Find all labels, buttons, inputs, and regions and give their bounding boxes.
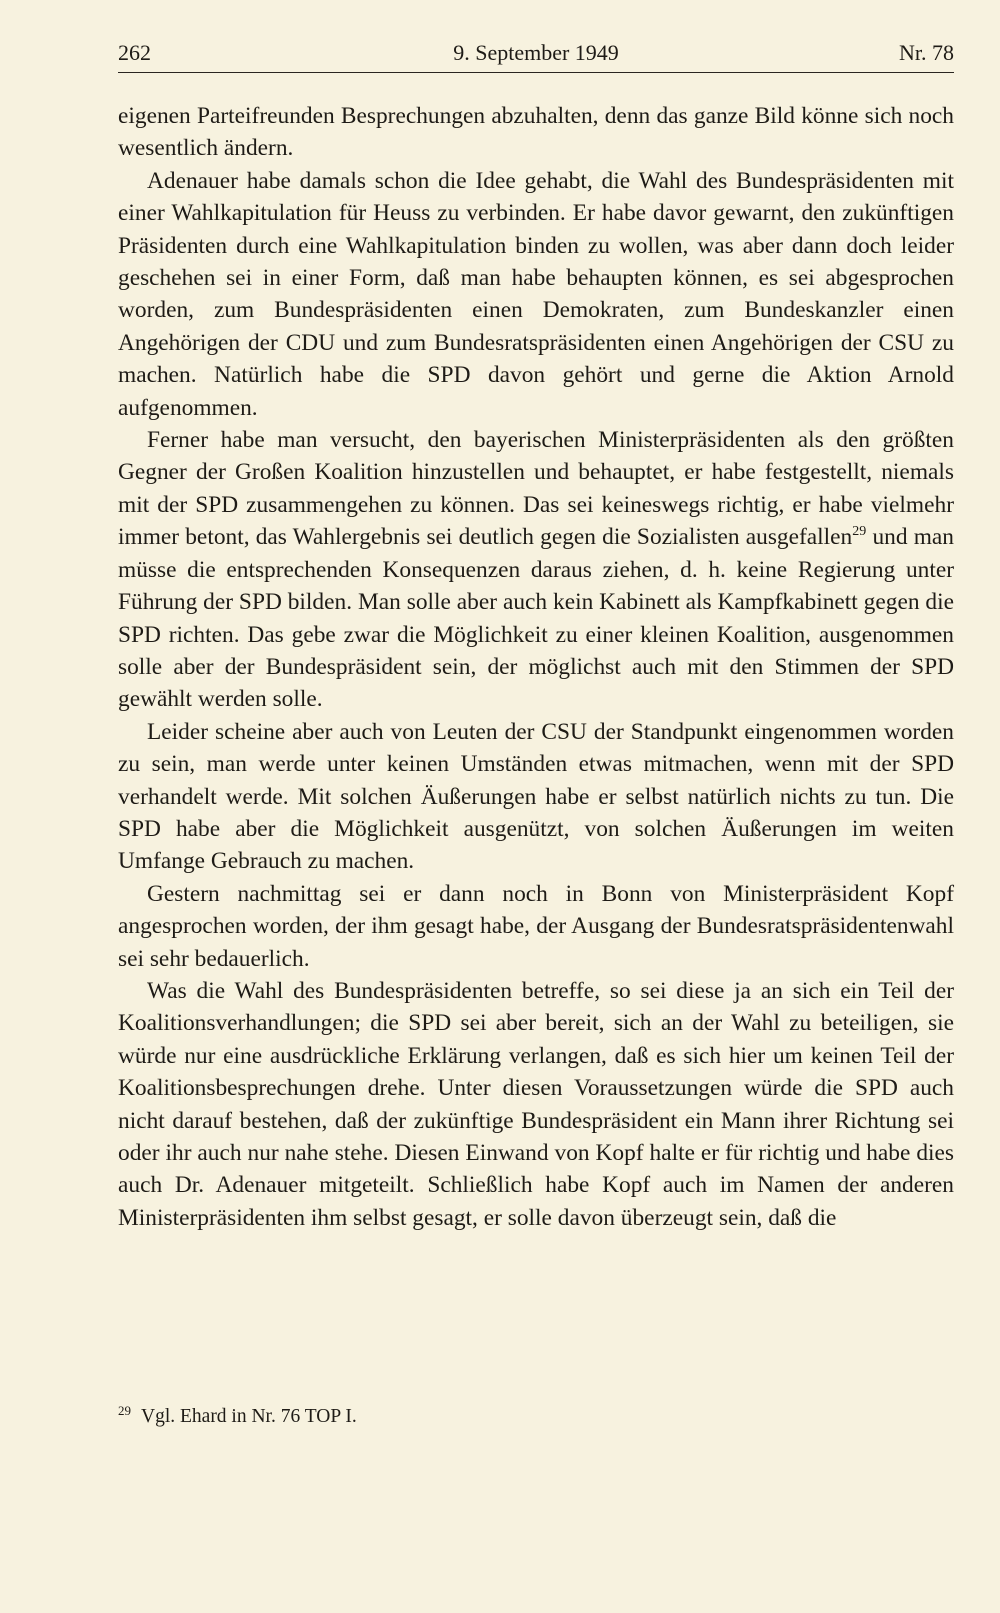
- page-number: 262: [118, 40, 151, 65]
- footnote: [118, 1398, 954, 1430]
- body-text: [118, 100, 954, 1234]
- paragraph-gestern: Gestern nachmittag sei er dann noch in Bonn von Ministerpräsident Kopf angesprochen worden, der ihm gesagt habe, der Ausgang der Bundesratspräsidentenwahl sei sehr bedauerlich.: [118, 880, 954, 972]
- paragraph-text-before-ref: Ferner habe man versucht, den bayerischen Ministerpräsidenten als den größten Gegner der Großen Koalition hinzustellen und behauptet, er habe festgestellt, niemals mit der SPD zusammengehen zu können. Das sei keineswegs richtig, er habe vielmehr immer betont, das Wahlergebnis sei deutlich gegen die Sozialisten ausgefallen: [118, 427, 954, 551]
- document-number: Nr. 78: [899, 40, 954, 65]
- footnote-reference[interactable]: 29: [852, 524, 867, 540]
- paragraph-leider: Leider scheine aber auch von Leuten der CSU der Standpunkt eingenommen worden zu sein, man werde unter keinen Umständen etwas mitmachen, wenn mit der SPD verhandelt werde. Mit solchen Äußerungen habe er selbst natürlich nichts zu tun. Die SPD habe aber die Möglichkeit ausgenützt, von solchen Äußerungen im weiten Umfange Gebrauch zu machen.: [118, 718, 954, 875]
- paragraph-text-after-ref: und man müsse die entsprechenden Konsequenzen daraus ziehen, d. h. keine Regierung unter Führung der SPD bilden. Man solle aber auch kein Kabinett als Kampfkabinett gegen die SPD richten. Das gebe zwar die Möglichkeit zu einer kleinen Koalition, ausgenommen solle aber der Bundespräsident sein, der möglichst auch mit den Stimmen der SPD gewählt werden solle.: [118, 524, 954, 713]
- footnote-number: 29: [118, 1403, 131, 1418]
- header-date: 9. September 1949: [453, 40, 619, 65]
- footnote-text: Vgl. Ehard in Nr. 76 TOP I.: [141, 1406, 357, 1427]
- paragraph-wahl: Was die Wahl des Bundespräsidenten betreffe, so sei diese ja an sich ein Teil der Koalitionsverhandlungen; die SPD sei aber bereit, sich an der Wahl zu beteiligen, sie würde nur eine ausdrückliche Erklärung verlangen, daß es sich hier um keinen Teil der Koalitionsbesprechungen drehe. Unter diesen Voraussetzungen würde die SPD auch nicht darauf bestehen, daß der zukünftige Bundespräsident ein Mann ihrer Richtung sei oder ihr auch nur nahe stehe. Diesen Einwand von Kopf halte er für richtig und habe dies auch Dr. Adenauer mitgeteilt. Schließlich habe Kopf auch im Namen der anderen Ministerpräsidenten ihm selbst gesagt, er solle davon überzeugt sein, daß die: [118, 977, 954, 1231]
- paragraph-ferner: [118, 424, 954, 716]
- paragraph-adenauer: Adenauer habe damals schon die Idee gehabt, die Wahl des Bundespräsidenten mit einer Wahlkapitulation für Heuss zu verbinden. Er habe davor gewarnt, den zukünftigen Präsidenten durch eine Wahlkapitulation binden zu wollen, was aber dann doch leider geschehen sei in einer Form, daß man habe behaupten können, es sei abgesprochen worden, zum Bundespräsidenten einen Demokraten, zum Bundeskanzler einen Angehörigen der CDU und zum Bundesratspräsidenten einen Angehörigen der CSU zu machen. Natürlich habe die SPD davon gehört und gerne die Aktion Arnold aufgenommen.: [118, 167, 954, 421]
- running-header: [118, 38, 954, 73]
- paragraph-continued: eigenen Parteifreunden Besprechungen abzuhalten, denn das ganze Bild könne sich noch wesentlich ändern.: [118, 103, 954, 162]
